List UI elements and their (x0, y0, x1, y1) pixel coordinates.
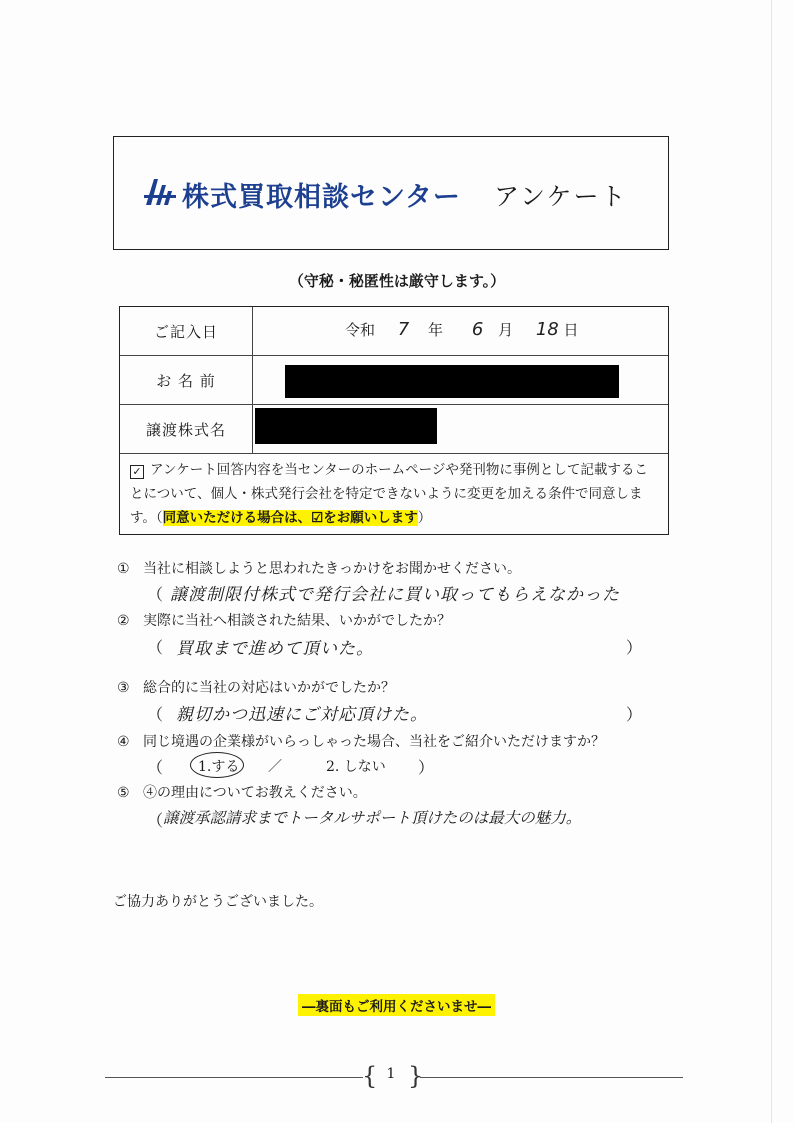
q4-open-paren: （ (147, 758, 164, 777)
q4-choice-no[interactable]: 2. しない (326, 759, 386, 775)
name-redaction (285, 365, 619, 398)
question-3-text: 総合的に当社の対応はいかがでしたか？ (143, 680, 395, 696)
answer-3[interactable]: 親切かつ迅速にご対応頂けた。 (176, 705, 428, 725)
consent-highlight: 同意いただける場合は、☑をお願いします (162, 510, 418, 526)
question-1-text: 当社に相談しようと思われたきっかけをお聞かせください。 (143, 561, 521, 577)
q4-choice-yes[interactable]: 1.する (198, 759, 240, 775)
company-logo-icon (144, 177, 176, 207)
date-year-unit: 年 (428, 321, 444, 339)
consent-open-paren: （ (155, 510, 163, 526)
answer-3-open-paren: （ (147, 705, 164, 724)
question-1 (117, 558, 521, 578)
back-note: ―裏面もご利用くださいませ― (298, 994, 495, 1016)
answer-1[interactable]: 譲渡制限付株式で発行会社に買い取ってもらえなかった (170, 585, 620, 605)
confidential-note: （守秘・秘匿性は厳守します。） (288, 272, 506, 290)
info-table (119, 306, 669, 535)
answer-2-close-paren: ） (626, 638, 643, 657)
answer-5-open-paren: （ (147, 811, 164, 830)
page-edge (771, 0, 772, 1123)
stock-field[interactable] (253, 405, 668, 453)
consent-checkbox[interactable]: ✓ (130, 465, 144, 479)
question-5 (117, 782, 367, 802)
stock-redaction (255, 408, 437, 444)
header-box (113, 136, 669, 250)
answer-2-open-paren: （ (147, 638, 164, 657)
date-day-unit: 日 (563, 321, 579, 339)
date-month-unit: 月 (498, 321, 514, 339)
question-3 (117, 677, 395, 697)
date-month: 6 (471, 319, 484, 340)
thanks-message: ご協力ありがとうございました。 (113, 894, 323, 910)
name-row (120, 356, 668, 405)
stock-label: 譲渡株式名 (120, 405, 253, 453)
footer-right-brace: } (408, 1062, 424, 1090)
footer-left-brace: { (362, 1062, 378, 1090)
question-4-number: ④ (117, 734, 130, 750)
consent-text: アンケート回答内容を当センターのホームページや発刊物に事例として記載することについて、個人・株式発行会社を特定できないように変更を加える条件で同意します。 (130, 462, 648, 526)
q4-close-paren: ） (418, 758, 435, 777)
footer-line-left (105, 1077, 363, 1078)
question-5-number: ⑤ (117, 785, 130, 801)
question-1-number: ① (117, 561, 130, 577)
name-label: お 名 前 (120, 356, 253, 404)
q4-choice-separator: ／ (268, 759, 282, 775)
question-4-text: 同じ境遇の企業様がいらっしゃった場合、当社をご紹介いただけますか？ (143, 734, 605, 750)
date-year: 7 (397, 319, 410, 340)
stock-row (120, 405, 668, 454)
answer-1-open-paren: （ (147, 585, 164, 604)
question-4 (117, 731, 605, 751)
question-2-number: ② (117, 613, 130, 629)
date-label: ご記入日 (120, 307, 253, 355)
answer-5[interactable]: 譲渡承認請求までトータルサポート頂けたのは最大の魅力。 (163, 809, 582, 827)
company-name: 株式買取相談センター (182, 182, 461, 213)
question-5-text: ④の理由についてお教えください。 (143, 785, 367, 801)
answer-3-close-paren: ） (626, 705, 643, 724)
date-row (120, 307, 668, 356)
survey-title: アンケート (494, 182, 628, 211)
name-field[interactable] (253, 356, 668, 404)
consent-close-paren: ） (417, 510, 432, 526)
page-number: 1 (386, 1066, 396, 1082)
consent-block (120, 454, 668, 534)
date-field[interactable] (253, 307, 668, 355)
footer-line-right (420, 1077, 683, 1078)
question-2-text: 実際に当社へ相談された結果、いかがでしたか？ (143, 613, 451, 629)
question-3-number: ③ (117, 680, 130, 696)
question-2 (117, 610, 451, 630)
date-era: 令和 (345, 321, 376, 339)
date-day: 18 (535, 319, 559, 340)
answer-2[interactable]: 買取まで進めて頂いた。 (176, 639, 374, 659)
